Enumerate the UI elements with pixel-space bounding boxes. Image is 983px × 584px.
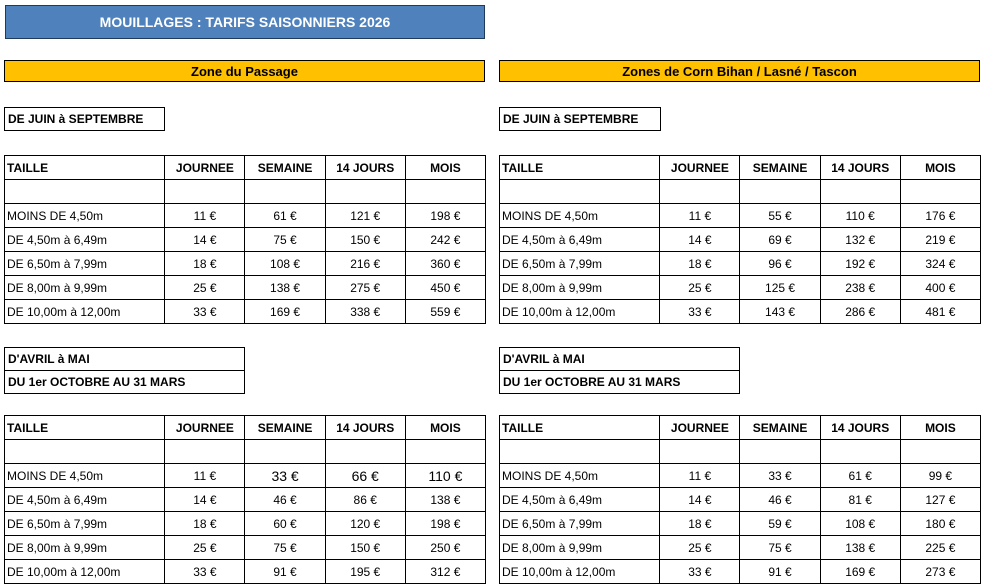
empty-cell [5, 180, 165, 204]
tariff-table [499, 155, 981, 324]
period-label: DE JUIN à SEPTEMBRE [499, 107, 661, 131]
price-cell: 91 € [245, 560, 325, 584]
price-cell: 150 € [325, 228, 405, 252]
price-cell: 14 € [165, 228, 245, 252]
price-cell: 18 € [165, 512, 245, 536]
price-cell: 14 € [660, 228, 740, 252]
table-row [5, 488, 486, 512]
price-cell: 18 € [660, 512, 740, 536]
price-cell: 91 € [740, 560, 820, 584]
table-row [500, 536, 981, 560]
price-cell: 559 € [405, 300, 485, 324]
price-cell: 169 € [245, 300, 325, 324]
size-cell: MOINS DE 4,50m [5, 204, 165, 228]
empty-cell [165, 440, 245, 464]
price-cell: 46 € [740, 488, 820, 512]
price-cell: 61 € [820, 464, 900, 488]
price-cell: 25 € [660, 536, 740, 560]
price-cell: 46 € [245, 488, 325, 512]
empty-cell [740, 440, 820, 464]
size-cell: DE 8,00m à 9,99m [5, 536, 165, 560]
column-header: JOURNEE [165, 416, 245, 440]
price-cell: 33 € [165, 300, 245, 324]
price-cell: 33 € [660, 560, 740, 584]
price-cell: 481 € [900, 300, 980, 324]
size-cell: DE 8,00m à 9,99m [5, 276, 165, 300]
table-header-row [5, 416, 486, 440]
price-cell: 11 € [165, 204, 245, 228]
empty-cell [500, 180, 660, 204]
page-title: MOUILLAGES : TARIFS SAISONNIERS 2026 [5, 5, 485, 39]
table-row [500, 228, 981, 252]
tariff-table [4, 415, 486, 584]
price-cell: 400 € [900, 276, 980, 300]
empty-cell [405, 180, 485, 204]
size-cell: DE 10,00m à 12,00m [5, 560, 165, 584]
price-cell: 18 € [165, 252, 245, 276]
size-cell: DE 4,50m à 6,49m [5, 228, 165, 252]
price-cell: 169 € [820, 560, 900, 584]
column-header: JOURNEE [660, 156, 740, 180]
empty-cell [325, 440, 405, 464]
size-cell: DE 4,50m à 6,49m [500, 488, 660, 512]
table-row [5, 512, 486, 536]
price-cell: 176 € [900, 204, 980, 228]
empty-cell [660, 440, 740, 464]
price-cell: 81 € [820, 488, 900, 512]
price-cell: 324 € [900, 252, 980, 276]
size-cell: DE 6,50m à 7,99m [5, 252, 165, 276]
price-cell: 33 € [165, 560, 245, 584]
price-cell: 11 € [165, 464, 245, 488]
table-row [500, 560, 981, 584]
column-header: JOURNEE [165, 156, 245, 180]
price-cell: 11 € [660, 464, 740, 488]
column-header: SEMAINE [245, 156, 325, 180]
column-header: TAILLE [5, 416, 165, 440]
price-cell: 11 € [660, 204, 740, 228]
size-cell: DE 10,00m à 12,00m [500, 300, 660, 324]
table-row [5, 252, 486, 276]
price-cell: 25 € [165, 276, 245, 300]
price-cell: 59 € [740, 512, 820, 536]
price-cell: 75 € [740, 536, 820, 560]
table-row [5, 276, 486, 300]
price-cell: 360 € [405, 252, 485, 276]
empty-cell [900, 180, 980, 204]
table-row [5, 464, 486, 488]
size-cell: MOINS DE 4,50m [500, 464, 660, 488]
tariff-table [4, 155, 486, 324]
price-cell: 225 € [900, 536, 980, 560]
price-cell: 33 € [245, 464, 325, 488]
table-row [5, 228, 486, 252]
period-label: D'AVRIL à MAI [499, 347, 740, 371]
price-cell: 110 € [820, 204, 900, 228]
period-label: DU 1er OCTOBRE AU 31 MARS [4, 370, 245, 394]
column-header: MOIS [405, 156, 485, 180]
price-cell: 66 € [325, 464, 405, 488]
price-cell: 110 € [405, 464, 485, 488]
price-cell: 108 € [820, 512, 900, 536]
table-row [5, 204, 486, 228]
price-cell: 33 € [660, 300, 740, 324]
size-cell: DE 4,50m à 6,49m [500, 228, 660, 252]
zone-corn-bihan-header: Zones de Corn Bihan / Lasné / Tascon [499, 60, 980, 82]
price-cell: 450 € [405, 276, 485, 300]
price-cell: 69 € [740, 228, 820, 252]
table-spacer-row [500, 180, 981, 204]
column-header: MOIS [900, 156, 980, 180]
price-cell: 75 € [245, 228, 325, 252]
price-cell: 108 € [245, 252, 325, 276]
price-cell: 99 € [900, 464, 980, 488]
price-cell: 338 € [325, 300, 405, 324]
price-cell: 192 € [820, 252, 900, 276]
price-cell: 61 € [245, 204, 325, 228]
empty-cell [245, 180, 325, 204]
price-cell: 242 € [405, 228, 485, 252]
price-cell: 25 € [660, 276, 740, 300]
empty-cell [900, 440, 980, 464]
column-header: MOIS [405, 416, 485, 440]
price-cell: 86 € [325, 488, 405, 512]
price-cell: 14 € [165, 488, 245, 512]
price-cell: 286 € [820, 300, 900, 324]
column-header: 14 JOURS [820, 416, 900, 440]
price-cell: 96 € [740, 252, 820, 276]
empty-cell [405, 440, 485, 464]
table-row [500, 512, 981, 536]
price-cell: 238 € [820, 276, 900, 300]
price-cell: 138 € [820, 536, 900, 560]
column-header: TAILLE [500, 156, 660, 180]
price-cell: 275 € [325, 276, 405, 300]
table-row [500, 464, 981, 488]
column-header: 14 JOURS [325, 416, 405, 440]
empty-cell [165, 180, 245, 204]
period-label: DU 1er OCTOBRE AU 31 MARS [499, 370, 740, 394]
table-spacer-row [5, 440, 486, 464]
table-row [5, 560, 486, 584]
price-cell: 55 € [740, 204, 820, 228]
price-cell: 198 € [405, 512, 485, 536]
table-row [500, 204, 981, 228]
price-cell: 216 € [325, 252, 405, 276]
empty-cell [5, 440, 165, 464]
price-cell: 75 € [245, 536, 325, 560]
size-cell: DE 10,00m à 12,00m [5, 300, 165, 324]
table-row [500, 488, 981, 512]
zone-passage-header: Zone du Passage [4, 60, 485, 82]
price-cell: 125 € [740, 276, 820, 300]
price-cell: 150 € [325, 536, 405, 560]
size-cell: DE 6,50m à 7,99m [500, 512, 660, 536]
price-cell: 132 € [820, 228, 900, 252]
price-cell: 180 € [900, 512, 980, 536]
empty-cell [325, 180, 405, 204]
size-cell: DE 10,00m à 12,00m [500, 560, 660, 584]
empty-cell [660, 180, 740, 204]
size-cell: DE 6,50m à 7,99m [5, 512, 165, 536]
size-cell: DE 8,00m à 9,99m [500, 276, 660, 300]
empty-cell [820, 180, 900, 204]
table-row [5, 300, 486, 324]
size-cell: DE 4,50m à 6,49m [5, 488, 165, 512]
table-spacer-row [5, 180, 486, 204]
price-cell: 198 € [405, 204, 485, 228]
table-header-row [5, 156, 486, 180]
size-cell: DE 6,50m à 7,99m [500, 252, 660, 276]
column-header: 14 JOURS [820, 156, 900, 180]
column-header: MOIS [900, 416, 980, 440]
table-row [500, 252, 981, 276]
column-header: 14 JOURS [325, 156, 405, 180]
column-header: SEMAINE [740, 156, 820, 180]
period-label: DE JUIN à SEPTEMBRE [4, 107, 165, 131]
table-header-row [500, 416, 981, 440]
empty-cell [740, 180, 820, 204]
price-cell: 25 € [165, 536, 245, 560]
price-cell: 33 € [740, 464, 820, 488]
price-cell: 18 € [660, 252, 740, 276]
empty-cell [245, 440, 325, 464]
table-row [500, 300, 981, 324]
price-cell: 273 € [900, 560, 980, 584]
period-label: D'AVRIL à MAI [4, 347, 245, 371]
column-header: TAILLE [5, 156, 165, 180]
price-cell: 138 € [245, 276, 325, 300]
size-cell: DE 8,00m à 9,99m [500, 536, 660, 560]
price-cell: 60 € [245, 512, 325, 536]
size-cell: MOINS DE 4,50m [5, 464, 165, 488]
price-cell: 14 € [660, 488, 740, 512]
table-spacer-row [500, 440, 981, 464]
price-cell: 250 € [405, 536, 485, 560]
table-header-row [500, 156, 981, 180]
empty-cell [820, 440, 900, 464]
price-cell: 127 € [900, 488, 980, 512]
column-header: SEMAINE [740, 416, 820, 440]
price-cell: 195 € [325, 560, 405, 584]
tariff-table [499, 415, 981, 584]
table-row [500, 276, 981, 300]
price-cell: 121 € [325, 204, 405, 228]
price-cell: 219 € [900, 228, 980, 252]
price-cell: 143 € [740, 300, 820, 324]
column-header: JOURNEE [660, 416, 740, 440]
price-cell: 312 € [405, 560, 485, 584]
price-cell: 120 € [325, 512, 405, 536]
table-row [5, 536, 486, 560]
empty-cell [500, 440, 660, 464]
column-header: SEMAINE [245, 416, 325, 440]
price-cell: 138 € [405, 488, 485, 512]
size-cell: MOINS DE 4,50m [500, 204, 660, 228]
column-header: TAILLE [500, 416, 660, 440]
